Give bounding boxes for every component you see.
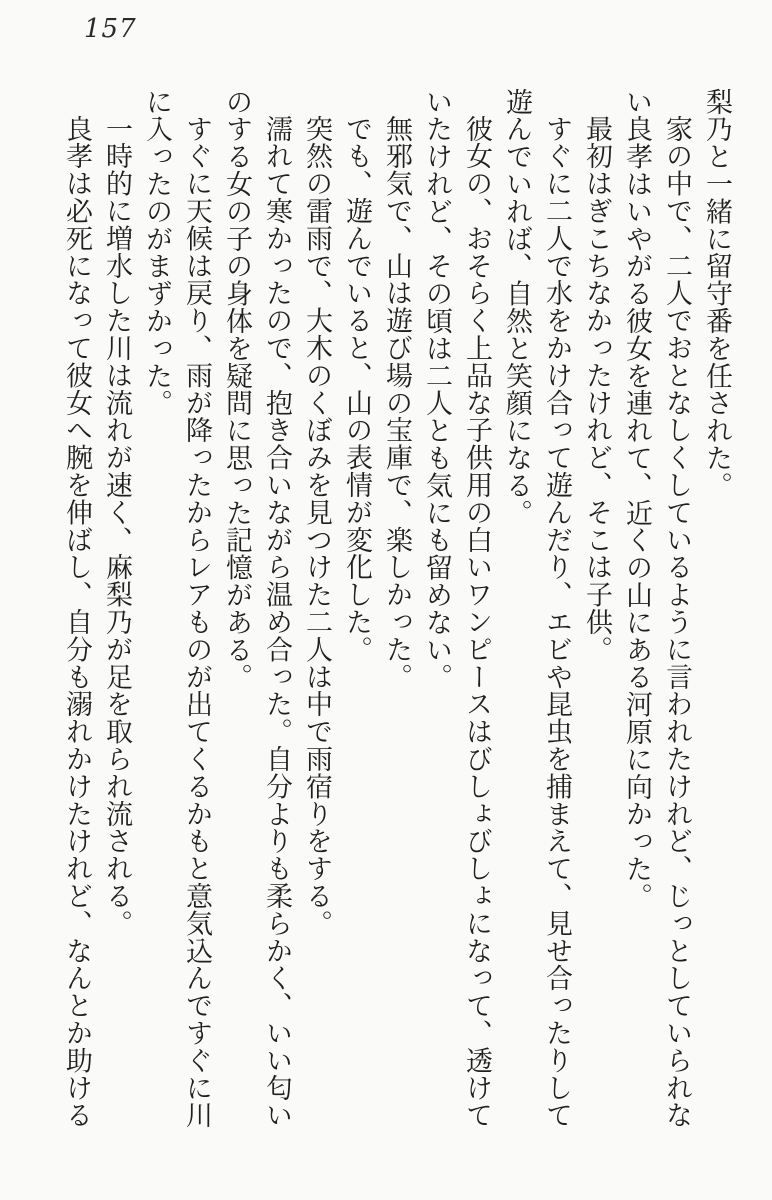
paragraph: 彼女の、おそらく上品な子供用の白いワンピースはびしょびしょになって、透けていたけれど、その頃は二人とも気にも留めない。 <box>421 88 492 1129</box>
paragraph: 良孝は必死になって彼女へ腕を伸ばし、自分も溺れかけたけれど、なんとか助ける <box>61 115 92 1129</box>
page-number: 157 <box>84 14 137 44</box>
paragraph: 無邪気で、山は遊び場の宝庫で、楽しかった。 <box>381 115 412 691</box>
paragraph: すぐに天候は戻り、雨が降ったからレアものが出てくるかもと意気込んですぐに川に入ったのがまずかった。 <box>141 88 212 1129</box>
paragraph: 突然の雷雨で、大木のくぼみを見つけた二人は中で雨宿りをする。 <box>301 115 332 937</box>
paragraph: 濡れて寒かったので、抱き合いながら温め合った。自分よりも柔らかく、いい匂いのする女の子の身体を疑問に思った記憶がある。 <box>221 88 292 1129</box>
paragraph: 梨乃と一緒に留守番を任された。 <box>701 88 732 499</box>
paragraph: 一時的に増水した川は流れが速く、麻梨乃が足を取られ流される。 <box>101 115 132 937</box>
body-text <box>56 88 736 1136</box>
paragraph: でも、遊んでいると、山の表情が変化した。 <box>341 115 372 663</box>
paragraph: 最初はぎこちなかったけれど、そこは子供。 <box>581 115 612 663</box>
paragraph: すぐに二人で水をかけ合って遊んだり、エビや昆虫を捕まえて、見せ合ったりして遊んでいれば、自然と笑顔になる。 <box>501 88 572 1129</box>
paragraph: 家の中で、二人でおとなしくしているように言われたけれど、じっとしていられない良孝はいやがる彼女を連れて、近くの山にある河原に向かった。 <box>621 88 692 1129</box>
